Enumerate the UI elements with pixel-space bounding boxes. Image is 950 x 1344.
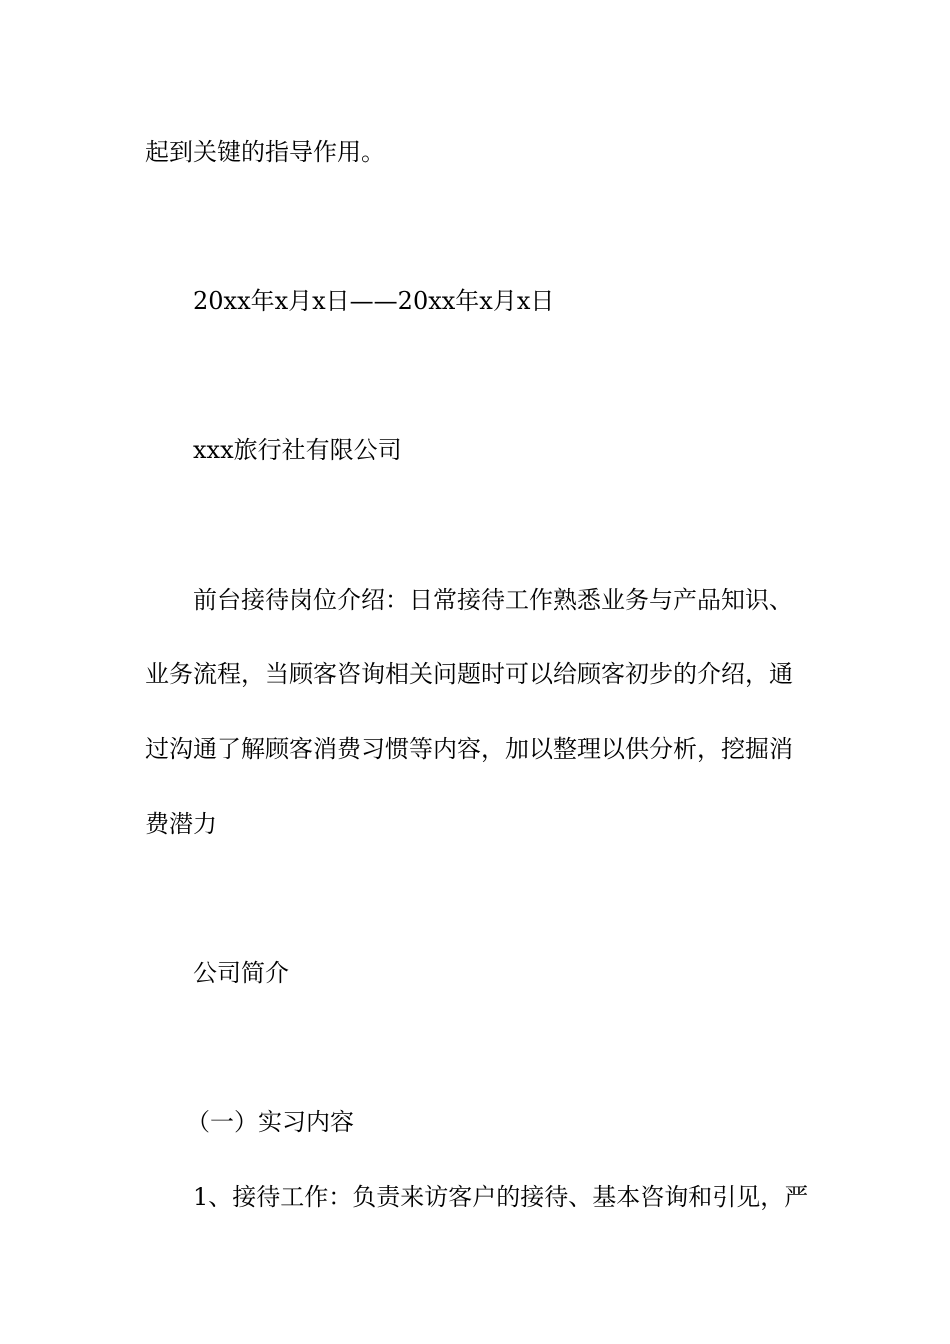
section-heading: 公司简介 — [193, 959, 289, 987]
company-name-line: xxx旅行社有限公司 — [193, 436, 402, 464]
paragraph-line: 业务流程，当顾客咨询相关问题时可以给顾客初步的介绍，通 — [145, 660, 793, 688]
paragraph-line: 前台接待岗位介绍：日常接待工作熟悉业务与产品知识、 — [193, 586, 793, 614]
list-item-line: 1、接待工作：负责来访客户的接待、基本咨询和引见，严 — [193, 1183, 809, 1211]
paragraph-line: 起到关键的指导作用。 — [145, 138, 385, 166]
subsection-heading: （一）实习内容 — [186, 1108, 354, 1136]
paragraph-line: 费潜力 — [145, 810, 217, 838]
date-range-line: 20xx年x月x日——20xx年x月x日 — [193, 287, 555, 315]
paragraph-line: 过沟通了解顾客消费习惯等内容，加以整理以供分析，挖掘消 — [145, 735, 793, 763]
